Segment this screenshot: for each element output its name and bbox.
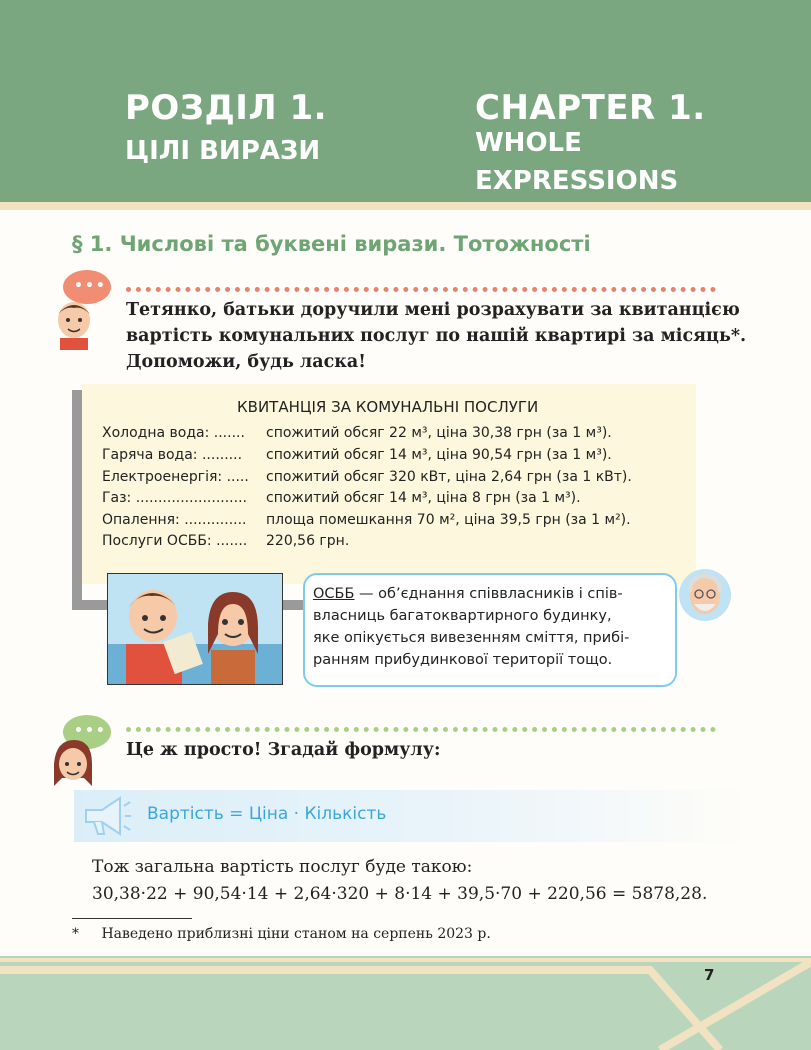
dialog-divider bbox=[126, 727, 716, 732]
receipt-title: КВИТАНЦІЯ ЗА КОМУНАЛЬНІ ПОСЛУГИ bbox=[237, 398, 539, 416]
footnote-text: Наведено приблизні ціни станом на серпень 2023 р. bbox=[101, 926, 491, 942]
receipt-row-label: Гаряча вода: ......... bbox=[102, 447, 243, 463]
footnote-mark: * bbox=[72, 926, 79, 942]
formula-text: Вартість = Ціна · Кількість bbox=[147, 804, 387, 824]
receipt-row-label: Послуги ОСББ: ....... bbox=[102, 533, 248, 549]
boy-avatar-icon bbox=[52, 296, 98, 350]
speech-dots-icon: ••• bbox=[74, 278, 107, 294]
receipt-row-value: 220,56 грн. bbox=[266, 533, 350, 549]
en-chapter-title-line2: EXPRESSIONS bbox=[475, 166, 679, 196]
girl-avatar-icon bbox=[50, 738, 96, 790]
receipt-row-label: Холодна вода: ....... bbox=[102, 425, 245, 441]
page-number: 7 bbox=[704, 966, 715, 984]
dialog1-line2: вартість комунальних послуг по нашій квартирі за місяць*. bbox=[126, 326, 747, 346]
bottom-decoration bbox=[0, 956, 811, 1050]
receipt-row-value: площа помешкання 70 м², ціна 39,5 грн (за 1 м²). bbox=[266, 512, 631, 528]
dialog-divider bbox=[126, 287, 716, 292]
info-line2: власниць багатоквартирного будинку, bbox=[313, 608, 612, 624]
receipt-row-value: спожитий обсяг 14 м³, ціна 90,54 грн (за 1 м³). bbox=[266, 447, 612, 463]
calc-expression: 30,38·22 + 90,54·14 + 2,64·320 + 8·14 + 39,5·70 + 220,56 = 5878,28. bbox=[92, 884, 708, 904]
dialog2-line1: Це ж просто! Згадай формулу: bbox=[126, 740, 441, 760]
footnote bbox=[72, 926, 491, 942]
dialog1-line1: Тетянко, батьки доручили мені розрахувати за квитанцією bbox=[126, 300, 740, 320]
grandpa-avatar-icon bbox=[676, 566, 734, 624]
receipt-row-label: Газ: ......................... bbox=[102, 490, 247, 506]
megaphone-icon bbox=[80, 790, 132, 842]
header-stripe bbox=[0, 202, 811, 210]
section-title: § 1. Числові та буквені вирази. Тотожності bbox=[72, 232, 591, 256]
info-text bbox=[313, 583, 673, 671]
footnote-rule bbox=[72, 918, 192, 919]
ua-chapter-title: ЦІЛІ ВИРАЗИ bbox=[125, 136, 321, 166]
receipt-row-label: Опалення: .............. bbox=[102, 512, 247, 528]
calc-intro: Тож загальна вартість послуг буде такою: bbox=[92, 857, 473, 877]
info-line4: ранням прибудинкової території тощо. bbox=[313, 652, 613, 668]
receipt-shadow bbox=[72, 390, 82, 608]
speech-dots-icon: ••• bbox=[74, 723, 107, 739]
en-chapter-number: CHAPTER 1. bbox=[475, 88, 706, 128]
receipt-row-label: Електроенергія: ..... bbox=[102, 469, 249, 485]
receipt-row-value: спожитий обсяг 320 кВт, ціна 2,64 грн (за 1 кВт). bbox=[266, 469, 632, 485]
receipt-row-value: спожитий обсяг 22 м³, ціна 30,38 грн (за 1 м³). bbox=[266, 425, 612, 441]
dialog1-line3: Допоможи, будь ласка! bbox=[126, 352, 366, 372]
info-line1: — об’єднання співвласників і спів- bbox=[354, 586, 623, 602]
info-line3: яке опікується вивезенням сміття, прибі- bbox=[313, 630, 630, 646]
en-chapter-title-line1: WHOLE bbox=[475, 128, 582, 158]
ua-chapter-number: РОЗДІЛ 1. bbox=[125, 88, 328, 128]
receipt-row-value: спожитий обсяг 14 м³, ціна 8 грн (за 1 м³). bbox=[266, 490, 581, 506]
info-term: ОСББ bbox=[313, 586, 355, 602]
kids-illustration bbox=[107, 573, 283, 685]
